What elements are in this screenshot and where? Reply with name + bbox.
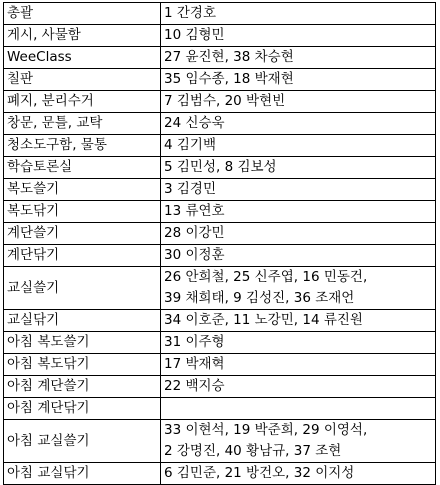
table-row <box>4 267 436 310</box>
table-row <box>4 157 436 179</box>
assignee-cell <box>161 420 436 463</box>
assignee-cell: 35 임수종, 18 박재현 <box>161 69 436 91</box>
task-cell: 아침 교실닦기 <box>4 463 161 485</box>
assignee-cell: 28 이강민 <box>161 223 436 245</box>
assignee-line: 26 안희철, 25 신주엽, 16 민동건, <box>164 269 368 285</box>
task-cell: 총괄 <box>4 3 161 25</box>
task-cell: 계단닦기 <box>4 245 161 267</box>
table-row <box>4 332 436 354</box>
assignee-cell: 31 이주형 <box>161 332 436 354</box>
duty-roster-table <box>3 2 436 485</box>
table-row <box>4 354 436 376</box>
assignee-cell: 7 김범수, 20 박현빈 <box>161 91 436 113</box>
task-cell: 아침 교실쓸기 <box>4 420 161 463</box>
assignee-cell <box>161 398 436 420</box>
assignee-cell: 27 윤진현, 38 차승현 <box>161 47 436 69</box>
assignee-cell: 3 김경민 <box>161 179 436 201</box>
table-row <box>4 376 436 398</box>
task-cell: 복도쓸기 <box>4 179 161 201</box>
table-row <box>4 69 436 91</box>
task-cell: 아침 계단닦기 <box>4 398 161 420</box>
task-cell: 아침 계단쓸기 <box>4 376 161 398</box>
task-cell: 칠판 <box>4 69 161 91</box>
table-row <box>4 135 436 157</box>
assignee-cell: 34 이호준, 11 노강민, 14 류진원 <box>161 310 436 332</box>
task-cell: 계단쓸기 <box>4 223 161 245</box>
assignee-line: 2 강명진, 40 황남규, 37 조현 <box>164 443 342 459</box>
assignee-cell: 1 간경호 <box>161 3 436 25</box>
assignee-cell: 17 박재혁 <box>161 354 436 376</box>
table-row <box>4 463 436 485</box>
assignee-cell: 24 신승욱 <box>161 113 436 135</box>
task-cell: 복도닦기 <box>4 201 161 223</box>
table-row <box>4 398 436 420</box>
task-cell: WeeClass <box>4 47 161 69</box>
assignee-cell: 5 김민성, 8 김보성 <box>161 157 436 179</box>
assignee-cell <box>161 267 436 310</box>
table-row <box>4 310 436 332</box>
task-cell: 게시, 사물함 <box>4 25 161 47</box>
task-cell: 교실쓸기 <box>4 267 161 310</box>
table-row <box>4 25 436 47</box>
table-row <box>4 3 436 25</box>
task-cell: 아침 복도닦기 <box>4 354 161 376</box>
table-row <box>4 245 436 267</box>
task-cell: 교실닦기 <box>4 310 161 332</box>
assignee-cell: 6 김민준, 21 방건오, 32 이지성 <box>161 463 436 485</box>
table-row <box>4 91 436 113</box>
assignee-cell: 30 이정훈 <box>161 245 436 267</box>
table-row <box>4 201 436 223</box>
assignee-cell: 22 백지승 <box>161 376 436 398</box>
table-row <box>4 179 436 201</box>
task-cell: 폐지, 분리수거 <box>4 91 161 113</box>
task-cell: 창문, 문틀, 교탁 <box>4 113 161 135</box>
table-row <box>4 113 436 135</box>
table-row <box>4 47 436 69</box>
assignee-cell: 10 김형민 <box>161 25 436 47</box>
table-row <box>4 223 436 245</box>
task-cell: 아침 복도쓸기 <box>4 332 161 354</box>
task-cell: 학습토론실 <box>4 157 161 179</box>
assignee-line: 39 채희태, 9 김성진, 36 조재언 <box>164 290 355 306</box>
assignee-cell: 13 류연호 <box>161 201 436 223</box>
assignee-cell: 4 김기백 <box>161 135 436 157</box>
assignee-line: 33 이현석, 19 박준희, 29 이영석, <box>164 422 368 438</box>
table-row <box>4 420 436 463</box>
task-cell: 청소도구함, 물통 <box>4 135 161 157</box>
